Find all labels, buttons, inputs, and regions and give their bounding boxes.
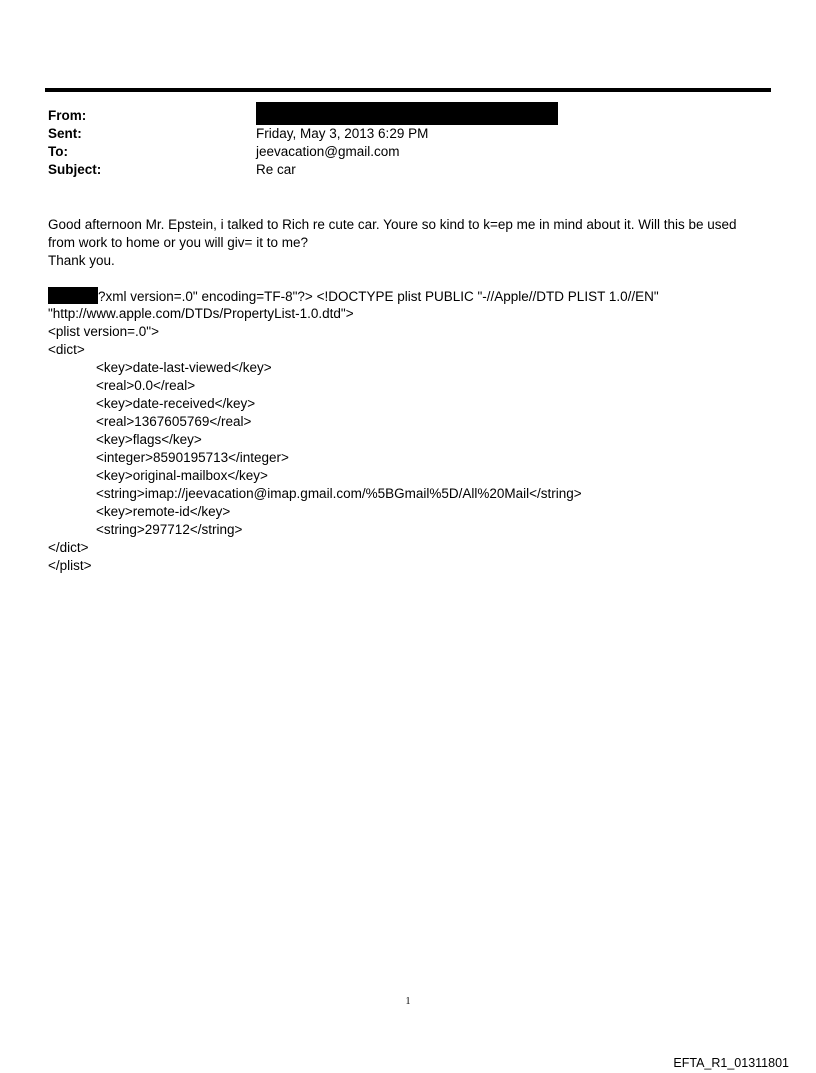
plist-line: </plist> bbox=[48, 558, 92, 573]
plist-xml-declaration bbox=[48, 287, 788, 305]
plist-entry: <real>0.0</real> bbox=[96, 378, 196, 393]
from-redaction bbox=[256, 102, 558, 125]
inline-redaction bbox=[48, 287, 98, 304]
document-id: EFTA_R1_01311801 bbox=[673, 1056, 789, 1070]
from-row bbox=[48, 106, 748, 124]
to-row bbox=[48, 142, 748, 160]
plist-line: </dict> bbox=[48, 540, 89, 555]
plist-entry: <key>date-last-viewed</key> bbox=[96, 360, 272, 375]
page-number: 1 bbox=[405, 996, 411, 1007]
header-divider bbox=[45, 88, 771, 92]
body-line: Good afternoon Mr. Epstein, i talked to Rich re cute car. Youre so kind to k=ep me in mind about it. Will this be used bbox=[48, 217, 737, 232]
plist-entry: <real>1367605769</real> bbox=[96, 414, 252, 429]
to-label: To: bbox=[48, 143, 68, 159]
email-header bbox=[48, 106, 748, 178]
plist-entry: <key>remote-id</key> bbox=[96, 504, 231, 519]
plist-entry: <string>imap://jeevacation@imap.gmail.com/%5BGmail%5D/All%20Mail</string> bbox=[96, 486, 582, 501]
plist-block bbox=[48, 287, 788, 575]
plist-line: "http://www.apple.com/DTDs/PropertyList-1.0.dtd"> bbox=[48, 306, 354, 321]
from-label: From: bbox=[48, 107, 87, 123]
to-value: jeevacation@gmail.com bbox=[256, 143, 400, 159]
sent-label: Sent: bbox=[48, 125, 82, 141]
plist-entry: <key>date-received</key> bbox=[96, 396, 256, 411]
plist-entry: <key>original-mailbox</key> bbox=[96, 468, 268, 483]
plist-line: <plist version=.0"> bbox=[48, 324, 159, 339]
plist-entry: <string>297712</string> bbox=[96, 522, 243, 537]
email-body bbox=[48, 216, 778, 270]
body-line: Thank you. bbox=[48, 253, 115, 268]
body-line: from work to home or you will giv= it to me? bbox=[48, 235, 308, 250]
subject-label: Subject: bbox=[48, 161, 102, 177]
plist-line: ?xml version=.0" encoding=TF-8"?> <!DOCTYPE plist PUBLIC "-//Apple//DTD PLIST 1.0//EN" bbox=[98, 289, 659, 304]
sent-row bbox=[48, 124, 748, 142]
subject-value: Re car bbox=[256, 161, 296, 177]
plist-line: <dict> bbox=[48, 342, 85, 357]
plist-entry: <key>flags</key> bbox=[96, 432, 202, 447]
subject-row bbox=[48, 160, 748, 178]
plist-entry: <integer>8590195713</integer> bbox=[96, 450, 289, 465]
sent-value: Friday, May 3, 2013 6:29 PM bbox=[256, 125, 429, 141]
